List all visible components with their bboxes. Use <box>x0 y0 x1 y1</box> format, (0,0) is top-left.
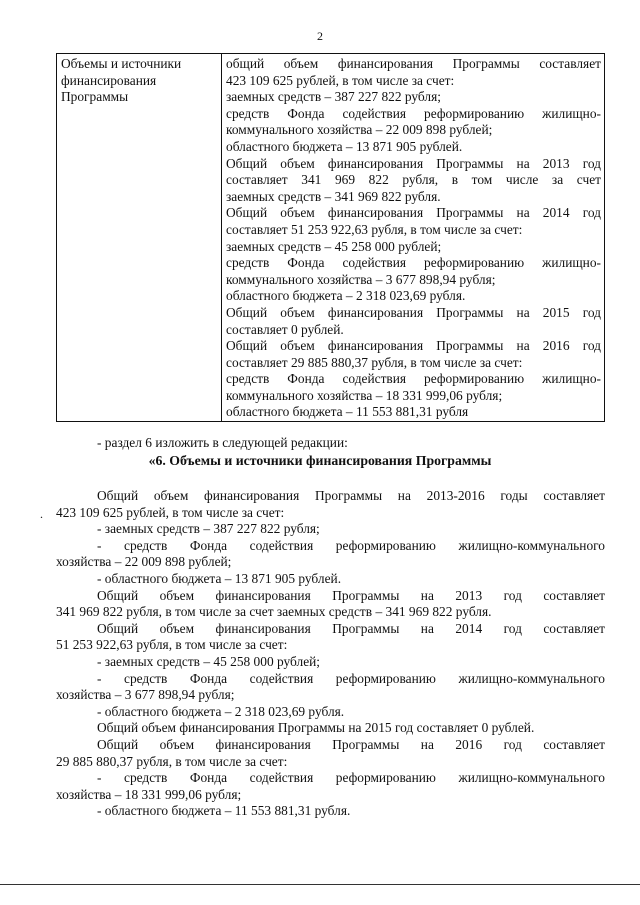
margin-mark: . <box>40 507 43 521</box>
body-text-line: - средств Фонда содействия реформированию жилищно-коммунального <box>97 670 605 686</box>
body-text-line: Общий объем финансирования Программы на 2013 год составляет <box>97 587 605 603</box>
table-text-line: заемных средств – 45 258 000 рублей; <box>226 238 442 254</box>
bottom-divider <box>0 884 640 885</box>
body-text-line: - областного бюджета – 11 553 881,31 рубля. <box>97 803 351 819</box>
body-text-line: - средств Фонда содействия реформированию жилищно-коммунального <box>97 770 605 786</box>
table-content-cell <box>222 54 605 422</box>
table-text-line: коммунального хозяйства – 3 677 898,94 рубля; <box>226 271 496 287</box>
body-text-line: Общий объем финансирования Программы на 2016 год составляет <box>97 736 605 752</box>
body-text-line: Общий объем финансирования Программы на 2015 год составляет 0 рублей. <box>97 720 535 736</box>
table-text-line: средств Фонда содействия реформированию жилищно- <box>226 255 601 271</box>
table-text-line: Общий объем финансирования Программы на 2016 год <box>226 338 601 354</box>
table-text-line: составляет 0 рублей. <box>226 321 344 337</box>
body-text-line: хозяйства – 22 009 898 рублей; <box>56 554 232 570</box>
table-text-line: коммунального хозяйства – 18 331 999,06 рубля; <box>226 387 503 403</box>
table-text-line: Общий объем финансирования Программы на 2013 год <box>226 155 601 171</box>
body-text-line: Общий объем финансирования Программы на 2013-2016 годы составляет <box>97 488 605 503</box>
table-text-line: Общий объем финансирования Программы на 2014 год <box>226 205 601 221</box>
page-number: 2 <box>317 29 323 43</box>
table-label-cell: Объемы и источники финансирования Программы <box>57 54 222 422</box>
body-text-line: - областного бюджета – 2 318 023,69 рубля. <box>97 703 345 719</box>
body-text-line: 29 885 880,37 рубля, в том числе за счет: <box>56 753 288 769</box>
table-text-line: 423 109 625 рублей, в том числе за счет: <box>226 72 455 88</box>
body-text-line: - областного бюджета – 13 871 905 рублей. <box>97 570 342 586</box>
table-text-line: областного бюджета – 2 318 023,69 рубля. <box>226 288 466 304</box>
table-text-line: Общий объем финансирования Программы на 2015 год <box>226 304 601 320</box>
body-text-line: 423 109 625 рублей, в том числе за счет: <box>56 504 285 520</box>
body-text-line: хозяйства – 3 677 898,94 рубля; <box>56 687 235 703</box>
table-text-line: составляет 51 253 922,63 рубля, в том числе за счет: <box>226 221 523 237</box>
table-text-line: коммунального хозяйства – 22 009 898 рублей; <box>226 122 493 138</box>
body-text-line: 51 253 922,63 рубля, в том числе за счет: <box>56 637 288 653</box>
financing-table <box>56 53 605 422</box>
body-text-line: - средств Фонда содействия реформированию жилищно-коммунального <box>97 537 605 553</box>
table-text-line: областного бюджета – 13 871 905 рублей. <box>226 138 463 154</box>
body-text-line: - заемных средств – 45 258 000 рублей; <box>97 653 321 669</box>
table-text-line: средств Фонда содействия реформированию жилищно- <box>226 371 601 387</box>
body-text-line: 341 969 822 рубля, в том числе за счет заемных средств – 341 969 822 рубля. <box>56 604 492 620</box>
body-text-line: - заемных средств – 387 227 822 рубля; <box>97 521 320 537</box>
table-text-line: заемных средств – 387 227 822 рубля; <box>226 89 441 105</box>
table-text-line: областного бюджета – 11 553 881,31 рубля <box>226 404 469 420</box>
body-text-line: Общий объем финансирования Программы на 2014 год составляет <box>97 620 605 636</box>
table-text-line: средств Фонда содействия реформированию жилищно- <box>226 105 601 121</box>
table-text-line: составляет 341 969 822 рубля, в том числе за счет <box>226 172 601 188</box>
table-text-line: составляет 29 885 880,37 рубля, в том числе за счет: <box>226 354 523 370</box>
table-text-line: общий объем финансирования Программы составляет <box>226 56 601 71</box>
table-row <box>57 54 605 422</box>
section-note: - раздел 6 изложить в следующей редакции: <box>97 435 348 450</box>
body-text-line: хозяйства – 18 331 999,06 рубля; <box>56 786 242 802</box>
section-title: «6. Объемы и источники финансирования Программы <box>148 453 492 468</box>
table-text-line: заемных средств – 341 969 822 рубля. <box>226 188 441 204</box>
body-text <box>56 488 605 820</box>
